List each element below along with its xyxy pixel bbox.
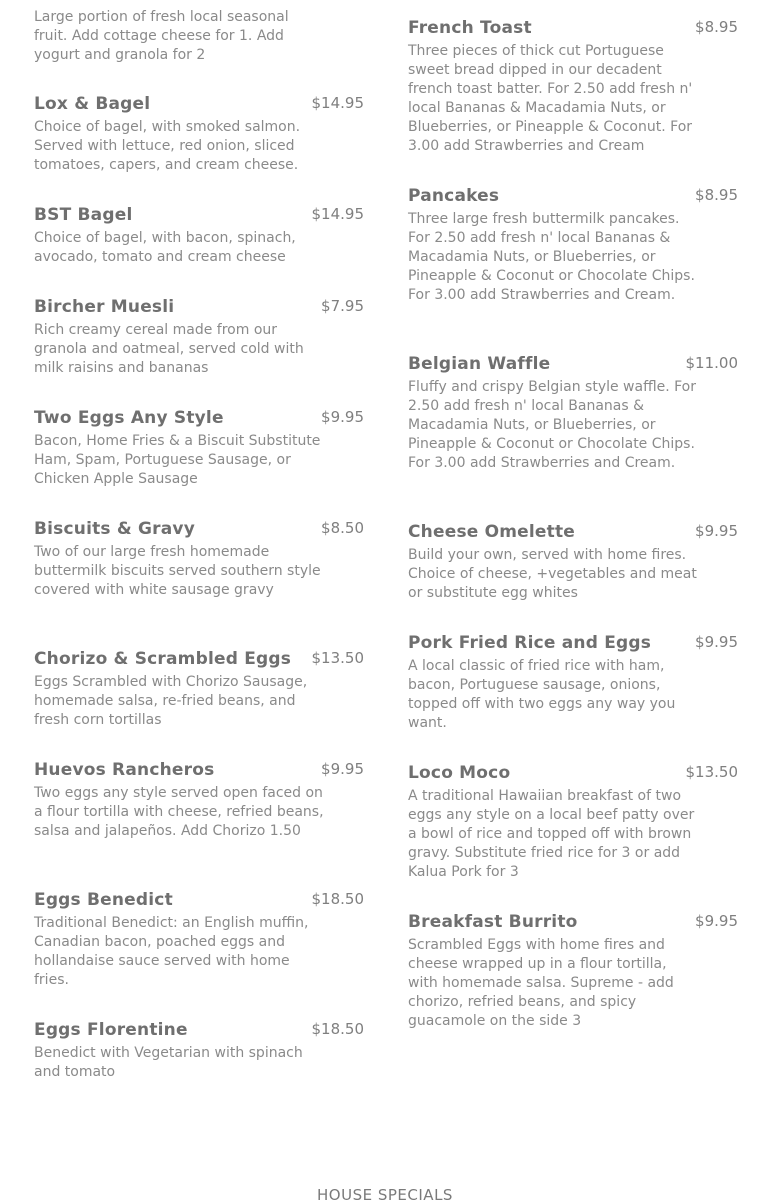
item-description: A traditional Hawaiian breakfast of two eggs any style on a local beef patty over a bowl of rice and topped off with brown gravy. Substitute fried rice for 3 or add Kalua Pork for 3	[408, 788, 695, 880]
item-description: Rich creamy cereal made from our granola and oatmeal, served cold with milk raisins and bananas	[34, 322, 304, 376]
item-name: Pork Fried Rice and Eggs	[408, 633, 652, 653]
menu-item	[34, 297, 364, 378]
item-name: Two Eggs Any Style	[34, 408, 224, 428]
item-price: $9.95	[321, 760, 364, 778]
menu-item	[408, 633, 738, 733]
item-description: Build your own, served with home fires. Choice of cheese, +vegetables and meat or substitute egg whites	[408, 547, 697, 601]
item-price: $9.95	[321, 408, 364, 426]
menu-item	[34, 408, 364, 489]
item-description: Bacon, Home Fries & a Biscuit Substitute Ham, Spam, Portuguese Sausage, or Chicken Apple Sausage	[34, 433, 321, 487]
menu-item	[34, 890, 364, 990]
item-price: $7.95	[321, 297, 364, 315]
item-name: Belgian Waffle	[408, 354, 551, 374]
item-name: Cheese Omelette	[408, 522, 576, 542]
item-description: Two of our large fresh homemade buttermilk biscuits served southern style covered with white sausage gravy	[34, 544, 321, 598]
item-name: Pancakes	[408, 186, 500, 206]
menu-item	[408, 354, 738, 473]
item-description: Eggs Scrambled with Chorizo Sausage, homemade salsa, re-fried beans, and fresh corn tortillas	[34, 674, 308, 728]
menu-item	[408, 763, 738, 882]
item-price: $8.95	[695, 18, 738, 36]
menu-item	[34, 760, 364, 841]
item-price: $8.95	[695, 186, 738, 204]
item-description: Three large fresh buttermilk pancakes. For 2.50 add fresh n' local Bananas & Macadamia Nuts, or Blueberries, or Pineapple & Coconut or Chocolate Chips. For 3.00 add Strawberries and Cream.	[408, 211, 695, 303]
menu-item	[34, 205, 364, 267]
item-description: Choice of bagel, with bacon, spinach, avocado, tomato and cream cheese	[34, 230, 296, 265]
menu-item	[408, 186, 738, 305]
menu-item	[408, 912, 738, 1031]
menu-item	[34, 94, 364, 175]
item-name: Bircher Muesli	[34, 297, 175, 317]
item-price: $8.50	[321, 519, 364, 537]
fruit-plate-description: Large portion of fresh local seasonal fruit. Add cottage cheese for 1. Add yogurt and granola for 2	[34, 9, 289, 63]
item-price: $9.95	[695, 912, 738, 930]
menu-item	[408, 18, 738, 156]
menu-item	[34, 1020, 364, 1082]
item-name: Chorizo & Scrambled Eggs	[34, 649, 292, 669]
item-description: Choice of bagel, with smoked salmon. Served with lettuce, red onion, sliced tomatoes, capers, and cream cheese.	[34, 119, 301, 173]
item-name: BST Bagel	[34, 205, 133, 225]
item-price: $18.50	[311, 1020, 364, 1038]
section-title: HOUSE SPECIALS	[317, 1186, 453, 1204]
item-description: Traditional Benedict: an English muffin, Canadian bacon, poached eggs and hollandaise sauce served with home fries.	[34, 915, 309, 988]
menu-item	[34, 649, 364, 730]
menu-item	[34, 519, 364, 600]
item-price: $11.00	[685, 354, 738, 372]
item-description: Benedict with Vegetarian with spinach and tomato	[34, 1045, 303, 1080]
item-description: Two eggs any style served open faced on a flour tortilla with cheese, refried beans, salsa and jalapeños. Add Chorizo 1.50	[34, 785, 324, 839]
item-name: French Toast	[408, 18, 532, 38]
item-name: Eggs Benedict	[34, 890, 173, 910]
item-price: $14.95	[311, 205, 364, 223]
item-name: Huevos Rancheros	[34, 760, 215, 780]
item-description: Scrambled Eggs with home fires and cheese wrapped up in a flour tortilla, with homemade salsa. Supreme - add chorizo, refried beans, and spicy guacamole on the side 3	[408, 937, 674, 1029]
item-price: $13.50	[685, 763, 738, 781]
item-name: Eggs Florentine	[34, 1020, 188, 1040]
item-name: Biscuits & Gravy	[34, 519, 195, 539]
item-name: Breakfast Burrito	[408, 912, 578, 932]
item-price: $9.95	[695, 522, 738, 540]
menu-item	[408, 522, 738, 603]
item-description: A local classic of fried rice with ham, bacon, Portuguese sausage, onions, topped off with two eggs any way you want.	[408, 658, 676, 731]
item-price: $9.95	[695, 633, 738, 651]
item-description: Three pieces of thick cut Portuguese sweet bread dipped in our decadent french toast batter. For 2.50 add fresh n' local Bananas & Macadamia Nuts, or Blueberries, or Pineapple & Coconut. For 3.00 add Strawberries and Cream	[408, 43, 693, 154]
item-price: $14.95	[311, 94, 364, 112]
item-description: Fluffy and crispy Belgian style waffle. For 2.50 add fresh n' local Bananas & Macadamia Nuts, or Blueberries, or Pineapple & Coconut or Chocolate Chips. For 3.00 add Strawberries and Cream.	[408, 379, 697, 471]
item-name: Lox & Bagel	[34, 94, 151, 114]
item-price: $18.50	[311, 890, 364, 908]
menu-column-left	[34, 0, 364, 1080]
item-price: $13.50	[311, 649, 364, 667]
item-name: Loco Moco	[408, 763, 511, 783]
